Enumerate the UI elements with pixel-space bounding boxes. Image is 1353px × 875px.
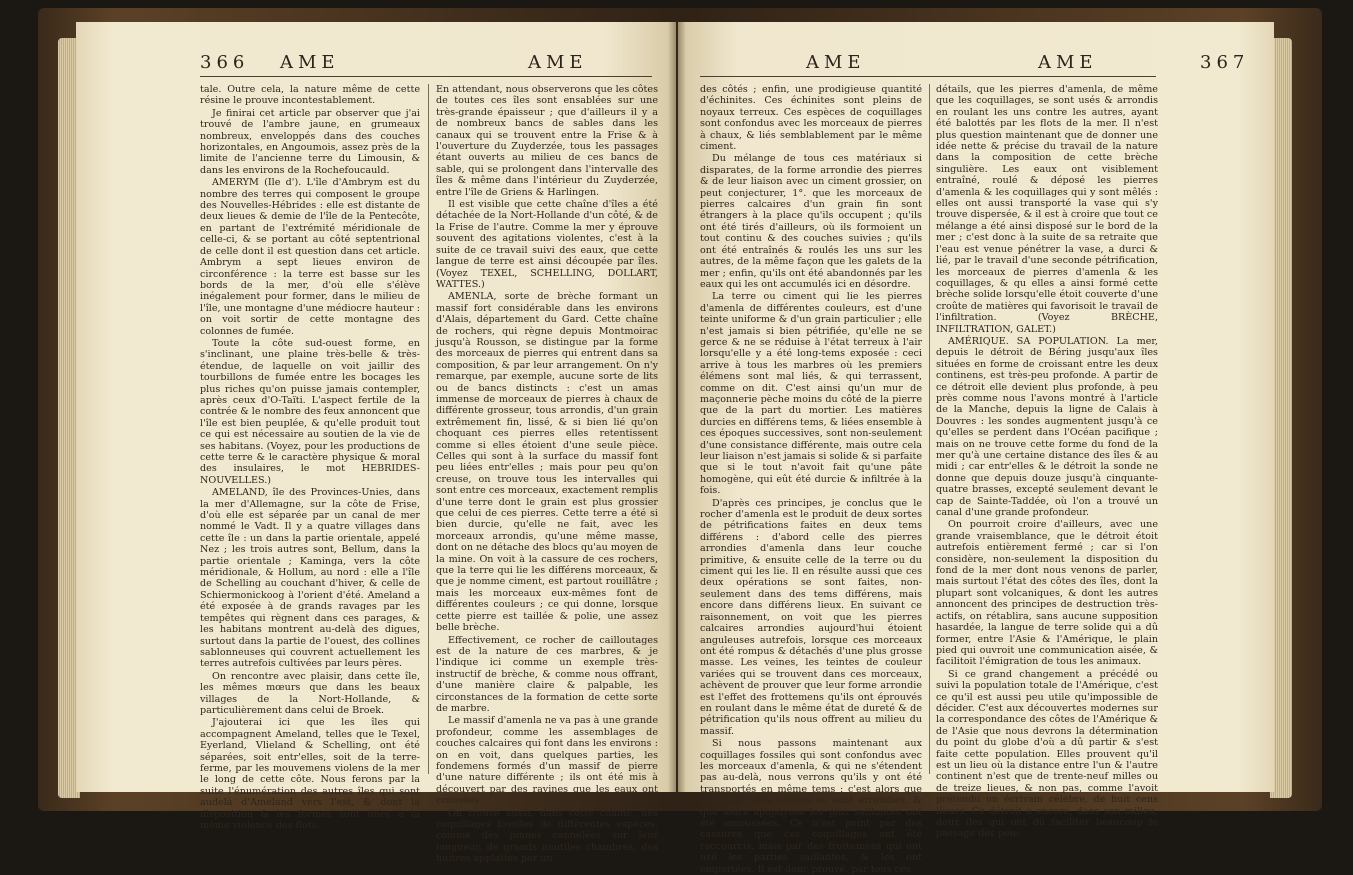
page-number: 367 xyxy=(1200,52,1250,73)
paragraph: Si ce grand changement a précédé ou suivi la population totale de l'Amérique, c'est ce qu'il est aussi peu utile qu'impossible de décider. C'est aux découvertes modernes sur la correspondance des côtes de l'Amérique & de l'Asie que nous devrons la détermination du point du globe d'où a dû partir & s'est faite cette population. Elles prouvent qu'il est un lieu où la distance entre l'un & l'autre continent n'est que de trente-neuf milles ou de treize lieues, & non pas, comme l'avoit prétendu un écrivain célèbre, de huit cens lieues. Ce détroit a encore, dans son milieu, deux îles qui ont dû faciliter beaucoup le passage des peu- xyxy=(936,668,1158,840)
paragraph: En attendant, nous observerons que les côtes de toutes ces îles sont ensablées sur une très-grande épaisseur ; que d'ailleurs il y a de nombreux bancs de sables dans les canaux qui se trouvent entre la Frise & à l'ouverture du Zuyderzée, tous les passages étant ouverts au milieu de ces bancs de sable, qui se prolongent dans l'intervalle des îles & même dans l'intérieur du Zuyderzée, entre l'île de Griens & Harlingen. xyxy=(436,84,658,198)
right-page-header xyxy=(678,52,1274,76)
paragraph: Du mélange de tous ces matériaux si disparates, de la forme arrondie des pierres & de leur liaison avec un ciment grossier, on peut conjecturer, 1°. que les morceaux de pierres calcaires d'un grain fin sont étrangers à la place qu'ils occupent ; qu'ils ont été tirés d'ailleurs, où ils formoient un tout continu & des couches suivies ; qu'ils ont été entraînés & roulés les uns sur les autres, de la même façon que les galets de la mer ; enfin, qu'ils ont été abandonnés par les eaux qui les ont accumulés ici en désordre. xyxy=(700,153,922,290)
paragraph: On rencontre avec plaisir, dans cette île, les mêmes mœurs que dans les beaux villages de la Nort-Hollande, & particulièrement dans celui de Broek. xyxy=(200,670,420,716)
paragraph: Il est visible que cette chaîne d'îles a été détachée de la Nort-Hollande d'un côté, & de la Frise de l'autre. Comme la mer y éprouve souvent des agitations violentes, c'est à la suite de ce travail suivi des eaux, que cette langue de terre est ainsi découpée par îles. (Voyez TEXEL, SCHELLING, DOLLART, WATTES.) xyxy=(436,199,658,290)
text-column-1 xyxy=(200,84,420,831)
header-rule xyxy=(700,76,1156,77)
left-page-header xyxy=(76,52,676,76)
text-column-2 xyxy=(936,84,1158,840)
running-head-right: AME xyxy=(1038,52,1098,73)
paragraph: tale. Outre cela, la nature même de cette résine le prouve incontestablement. xyxy=(200,84,420,107)
paragraph: Toute la côte sud-ouest forme, en s'inclinant, une plaine très-belle & très-étendue, de laquelle on voit jaillir des tourbillons de fumée entre les bocages les plus riches qu'on puisse jamais contempler, après ceux d'O-Taïti. L'aspect fertile de la contrée & le nombre des feux annoncent que l'île est bien peuplée, & qu'elle produit tout ce qui est nécessaire au soutien de la vie de ses habitans. (Voyez, pour les productions de cette terre & le caractère physique & moral des insulaires, le mot HEBRIDES-NOUVELLES.) xyxy=(200,337,420,486)
page-number: 366 xyxy=(200,52,250,73)
running-head-left: AME xyxy=(280,52,340,73)
paragraph: Le massif d'amenla ne va pas à une grande profondeur, comme les assemblages de couches calcaires qui font dans les environs : on en voit, dans quelques parties, les fondemens formés d'un massif de pierre d'une nature différente ; ils ont été mis à découvert par des ravines que les eaux ont creusées. xyxy=(436,715,658,807)
right-page xyxy=(678,22,1274,875)
running-head-right: AME xyxy=(528,52,588,73)
column-divider xyxy=(428,84,429,774)
paragraph: AMENLA, sorte de brèche formant un massif fort considérable dans les environs d'Alais, département du Gard. Cette chaîne de rochers, qui règne depuis Montmoirac jusqu'à Rousson, se distingue par la forme des morceaux de pierres qui entrent dans sa composition, & par leur arrangement. On n'y remarque, par exemple, aucune sorte de lits ou de bancs distincts : c'est un amas immense de morceaux de pierres à chaux de différente grosseur, tous arrondis, d'un grain extrêmement fin, lissé, & si bien lié qu'on choquant ces pierres elles retentissent comme si elles étoient d'une seule pièce. Celles qui sont à la surface du massif font peu liées entr'elles ; mais pour peu qu'on creuse, on trouve tous les intervalles qui sont entre ces morceaux, exactement remplis d'une terre dont le grain est plus grossier que celui de ces pierres. Cette terre a été si bien durcie, qu'elle ne fait, avec les morceaux arrondis, qu'une même masse, dont on ne détache des blocs qu'au moyen de la mine. On voit à la cassure de ces rochers, que la terre qui lie les différens morceaux, & que je nomme ciment, est partout rouillâtre ; mais les morceaux eux-mêmes font de différentes couleurs ; ce qui donne, lorsque cette pierre est taillée & polie, une assez belle brèche. xyxy=(436,291,658,634)
paragraph: Effectivement, ce rocher de cailloutages est de la nature de ces marbres, & je l'indique ici comme un exemple très-instructif de brèche, & comme nous offrant, d'une manière claire & palpable, les circonstances de la formation de cette sorte de marbre. xyxy=(436,634,658,714)
header-rule xyxy=(200,76,652,77)
paragraph: AMELAND, île des Provinces-Unies, dans la mer d'Allemagne, sur la côte de Frise, d'où elle est séparée par un canal de mer nommé le Vadt. Il y a quatre villages dans cette île : un dans la partie orientale, appelé Nez ; les trois autres sont, Bellum, dans la partie orientale ; Kaminga, vers la côte méridionale, & Hollum, au nord : elle a l'île de Schelling au couchant d'hiver, & celle de Schiermonickoog à l'orient d'été. Ameland a été exposée à de grands ravages par les tempêtes qui règnent dans ces parages, & les habitans montrent au-delà des digues, surtout dans la partie de l'ouest, des collines sablonneuses qui couvrent actuellement les terres autrefois cultivées par leurs pères. xyxy=(200,487,420,670)
paragraph: des côtés ; enfin, une prodigieuse quantité d'échinites. Ces échinites sont pleins de noyaux terreux. Ces espèces de coquillages sont confondus avec les morceaux de pierres à chaux, & liés semblablement par le même ciment. xyxy=(700,84,922,153)
text-column-2 xyxy=(436,84,658,865)
left-page xyxy=(76,22,676,865)
paragraph: AMÉRIQUE. SA POPULATION. La mer, depuis le détroit de Béring jusqu'aux îles situées en forme de croissant entre les deux continens, est très-peu profonde. A partir de ce détroit elle devient plus profonde, à peu près comme nous l'avons montré à l'article de la Manche, depuis la ligne de Calais à Douvres : les sondes augmentent jusqu'à ce qu'elles se perdent dans l'Océan pacifique ; mais on ne trouve cette forme du fond de la mer qu'à une certaine distance des îles & au midi ; car entr'elles & le détroit la sonde ne donne que depuis douze jusqu'à cinquante-quatre brasses, excepté seulement devant le cap de Sainte-Taddée, où l'on a trouvé un canal d'une grande profondeur. xyxy=(936,335,1158,519)
paragraph: La terre ou ciment qui lie les pierres d'amenla de différentes couleurs, est d'une teinte uniforme & d'un grain particulier ; elle n'est jamais si bien pétrifiée, qu'elle ne se gerce & ne se réduise à l'état terreux à l'air lorsqu'elle y a été long-tems exposée : ceci arrive à tous les marbres où les premiers élémens sont mal liés, & qui terrassent, comme on dit. C'est ainsi qu'un mur de maçonnerie pèche moins du côté de la pierre que de la part du mortier. Les matières durcies en différens tems, & liées ensemble à ces époques successives, sont non-seulement d'une consistance différente, mais outre cela leur liaison n'est jamais si solide & si parfaite que si le tout n'avoit fait qu'une pâte homogène, qui eût été durcie & infiltrée à la fois. xyxy=(700,291,922,497)
paragraph: détails, que les pierres d'amenla, de même que les coquillages, se sont usés & arrondis en roulant les uns contre les autres, ayant été balottés par les flots de la mer. Il n'est plus question maintenant que de donner une idée nette & précise du travail de la nature dans la composition de cette brèche singulière. Les eaux ont visiblement entraîné, roulé & déposé les pierres d'amenla & les coquillages qui y sont mêlés : elles ont aussi transporté la vase qui s'y trouve dispersée, & il est à croire que tout ce mélange a été ainsi disposé sur le bord de la mer ; c'est donc à la suite de sa retraite que l'eau est venue pénétrer la vase, a durci & lié, par le travail d'une seconde pétrification, les morceaux de pierres d'amenla & les coquillages, & qu elles a ainsi formé cette brèche solide lorsqu'elle étoit couverte d'une croûte de matières qui favorisoit le travail de l'infiltration. (Voyez BRÈCHE, INFILTRATION, GALET.) xyxy=(936,84,1158,335)
running-head-left: AME xyxy=(806,52,866,73)
paragraph: Je finirai cet article par observer que j'ai trouvé de l'ambre jaune, en grumeaux nombreux, enveloppés dans des couches horizontales, en Angoumois, assez près de la limite de l'ancienne terre du Limousin, & dans les environs de la Rochefoucauld. xyxy=(200,107,420,176)
book-gutter xyxy=(668,22,686,792)
paragraph: D'après ces principes, je conclus que le rocher d'amenla est le produit de deux sortes de pétrifications faites en deux tems différens : d'abord celle des pierres arrondies d'amenla dans leur couche primitive, & ensuite celle de la terre ou du ciment qui les lie. Il en résulte aussi que ces deux opérations se sont faites, non-seulement dans des tems différens, mais encore dans différens lieux. En suivant ce raisonnement, on voit que les pierres calcaires arrondies aujourd'hui étoient anguleuses autrefois, lorsque ces morceaux ont été rompus & détachés d'une plus grosse masse. Les veines, les teintes de couleur variées qui se trouvent dans ces morceaux, achèvent de prouver que leur forme arrondie est l'effet des frottemens qu'ils ont éprouvés en roulant dans le même état de dureté & de pétrification qu'ils nous offrent au milieu du massif. xyxy=(700,497,922,737)
paragraph: On trouve aussi, dans cette chaîne, des coquillages fossiles de différentes espèces, comme des pinnes cannelées sur leur longueur, de grands nautiles chambrés, des huîtres applaties par un xyxy=(436,807,658,865)
paragraph: On pourroit croire d'ailleurs, avec une grande vraisemblance, que le détroit étoit autrefois entièrement fermé ; car si l'on considère, non-seulement la disposition du fond de la mer dont nous venons de parler, mais surtout l'état des côtes des îles, dont la plupart sont volcaniques, & dont les autres annoncent des principes de destruction très-actifs, on rétablira, sans aucune supposition hasardée, la langue de terre solide qui a dû former, entre l'Asie & l'Amérique, le plain pied qui ouvroit une communication aisée, & facilitoit l'émigration de tous les animaux. xyxy=(936,519,1158,668)
text-column-1 xyxy=(700,84,922,875)
paragraph: AMERYM (Ile d'). L'île d'Ambrym est du nombre des terres qui composent le groupe des Nouvelles-Hébrides : elle est distante de deux lieues & demie de l'île de la Pentecôte, en partant de l'extrémité méridionale de celle-ci, & se portant au côté septentrional de celle dont il est question dans cet article. Ambrym a sept lieues environ de circonférence : la terre est basse sur les bords de la mer, d'où elle s'élève inégalement pour former, dans le milieu de l'île, une montagne d'une médiocre hauteur : on voit sortir de cette montagne des colonnes de fumée. xyxy=(200,177,420,337)
column-divider xyxy=(929,84,930,774)
paragraph: Si nous passons maintenant aux coquillages fossiles qui sont confondus avec les morceaux d'amenla, & qui ne s'étendent pas au-delà, nous verrons qu'ils y ont été transportés en même tems : c'est alors que la plupart des huîtres se sont arrondies, & que leurs apophyses les plus saillantes ont été emoussées. Ce n'est point par des cassures que ces coquillages ont été raccourcis, mais par des frottemens qui ont usé les parties saillantes, & les ont emportées. Il est donc prouvé, par tous ces xyxy=(700,738,922,875)
paragraph: J'ajouterai ici que les îles qui accompagnent Ameland, telles que le Texel, Eyerland, Vlieland & Schelling, ont été séparées, soit entr'elles, soit de la terre-ferme, par les mouvemens violens de la mer le long de cette côte. Nous ferons par la suite l'énumération des autres îles qui sont audelà d'Ameland vers l'est, & dont la disposition & les formes sont dues à la même violence des flots. xyxy=(200,717,420,831)
